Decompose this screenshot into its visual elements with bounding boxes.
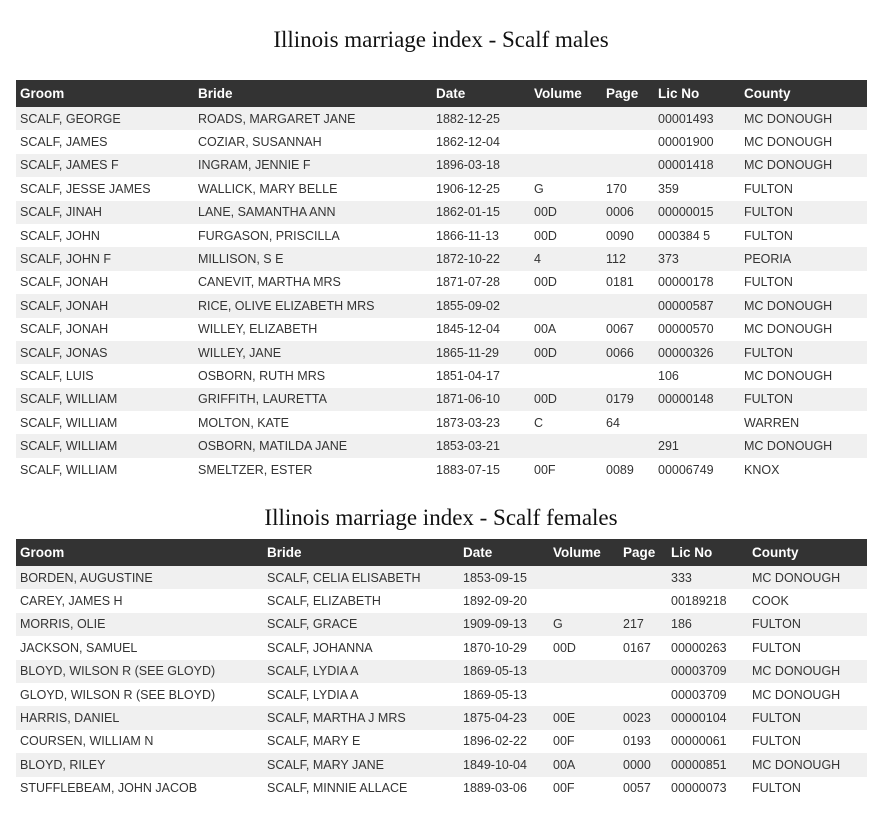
cell-lic-no: 186: [667, 613, 748, 636]
cell-page: 0000: [619, 753, 667, 776]
cell-groom: SCALF, GEORGE: [16, 107, 194, 130]
cell-groom: SCALF, JAMES: [16, 130, 194, 153]
cell-date: 1855-09-02: [432, 294, 530, 317]
cell-groom: SCALF, WILLIAM: [16, 411, 194, 434]
cell-lic-no: 291: [654, 434, 740, 457]
cell-groom: CAREY, JAMES H: [16, 589, 263, 612]
column-header-county: County: [740, 80, 867, 107]
column-header-bride: Bride: [194, 80, 432, 107]
cell-page: [602, 434, 654, 457]
cell-volume: G: [549, 613, 619, 636]
cell-county: MC DONOUGH: [740, 318, 867, 341]
cell-bride: SCALF, LYDIA A: [263, 683, 459, 706]
cell-bride: SCALF, GRACE: [263, 613, 459, 636]
cell-groom: SCALF, JONAS: [16, 341, 194, 364]
cell-volume: [549, 589, 619, 612]
cell-page: [619, 683, 667, 706]
cell-bride: OSBORN, MATILDA JANE: [194, 434, 432, 457]
table-row: [16, 224, 867, 247]
page-title-males: Illinois marriage index - Scalf males: [273, 27, 609, 52]
cell-lic-no: 00000148: [654, 388, 740, 411]
cell-county: WARREN: [740, 411, 867, 434]
cell-bride: WALLICK, MARY BELLE: [194, 177, 432, 200]
cell-date: 1869-05-13: [459, 660, 549, 683]
cell-volume: 00D: [530, 201, 602, 224]
column-header-lic-no: Lic No: [654, 80, 740, 107]
table-row: [16, 434, 867, 457]
cell-page: [619, 589, 667, 612]
males-table: [16, 80, 867, 481]
column-header-page: Page: [619, 539, 667, 566]
cell-bride: SCALF, CELIA ELISABETH: [263, 566, 459, 589]
cell-lic-no: 00000263: [667, 636, 748, 659]
cell-date: 1845-12-04: [432, 318, 530, 341]
column-header-volume: Volume: [530, 80, 602, 107]
column-header-volume: Volume: [549, 539, 619, 566]
cell-county: FULTON: [748, 613, 867, 636]
cell-date: 1871-06-10: [432, 388, 530, 411]
cell-page: 170: [602, 177, 654, 200]
cell-bride: SMELTZER, ESTER: [194, 458, 432, 481]
cell-page: 0090: [602, 224, 654, 247]
cell-page: [619, 660, 667, 683]
cell-lic-no: 00001900: [654, 130, 740, 153]
cell-lic-no: 00006749: [654, 458, 740, 481]
cell-date: 1906-12-25: [432, 177, 530, 200]
cell-page: 64: [602, 411, 654, 434]
cell-county: KNOX: [740, 458, 867, 481]
cell-groom: SCALF, JESSE JAMES: [16, 177, 194, 200]
cell-lic-no: 00000326: [654, 341, 740, 364]
table-row: [16, 247, 867, 270]
cell-lic-no: 00000015: [654, 201, 740, 224]
cell-bride: FURGASON, PRISCILLA: [194, 224, 432, 247]
cell-page: [602, 364, 654, 387]
table-row: [16, 107, 867, 130]
cell-lic-no: 373: [654, 247, 740, 270]
cell-bride: INGRAM, JENNIE F: [194, 154, 432, 177]
cell-volume: [530, 434, 602, 457]
cell-county: MC DONOUGH: [740, 130, 867, 153]
cell-groom: SCALF, WILLIAM: [16, 434, 194, 457]
table-row: [16, 753, 867, 776]
table-row: [16, 130, 867, 153]
cell-date: 1871-07-28: [432, 271, 530, 294]
cell-groom: SCALF, JONAH: [16, 271, 194, 294]
cell-county: FULTON: [740, 388, 867, 411]
cell-bride: COZIAR, SUSANNAH: [194, 130, 432, 153]
cell-volume: [549, 660, 619, 683]
cell-groom: BLOYD, RILEY: [16, 753, 263, 776]
table-row: [16, 201, 867, 224]
table-row: [16, 177, 867, 200]
cell-volume: 00F: [530, 458, 602, 481]
column-header-county: County: [748, 539, 867, 566]
cell-lic-no: 00001418: [654, 154, 740, 177]
cell-page: [602, 154, 654, 177]
cell-county: MC DONOUGH: [748, 683, 867, 706]
cell-groom: BORDEN, AUGUSTINE: [16, 566, 263, 589]
cell-county: FULTON: [740, 177, 867, 200]
cell-date: 1882-12-25: [432, 107, 530, 130]
cell-volume: 00F: [549, 730, 619, 753]
cell-page: 0167: [619, 636, 667, 659]
cell-groom: SCALF, JONAH: [16, 294, 194, 317]
cell-lic-no: 00000570: [654, 318, 740, 341]
cell-date: 1892-09-20: [459, 589, 549, 612]
cell-county: MC DONOUGH: [748, 566, 867, 589]
cell-lic-no: 00189218: [667, 589, 748, 612]
cell-date: 1849-10-04: [459, 753, 549, 776]
cell-groom: COURSEN, WILLIAM N: [16, 730, 263, 753]
cell-date: 1862-01-15: [432, 201, 530, 224]
cell-page: 0179: [602, 388, 654, 411]
cell-volume: 00F: [549, 777, 619, 800]
column-header-lic-no: Lic No: [667, 539, 748, 566]
cell-lic-no: 000384 5: [654, 224, 740, 247]
cell-date: 1865-11-29: [432, 341, 530, 364]
cell-lic-no: 00003709: [667, 660, 748, 683]
cell-county: FULTON: [748, 730, 867, 753]
table-row: [16, 154, 867, 177]
cell-volume: 4: [530, 247, 602, 270]
cell-volume: 00D: [530, 271, 602, 294]
cell-lic-no: 106: [654, 364, 740, 387]
cell-volume: 00E: [549, 706, 619, 729]
cell-county: MC DONOUGH: [740, 107, 867, 130]
cell-bride: SCALF, MINNIE ALLACE: [263, 777, 459, 800]
cell-groom: BLOYD, WILSON R (SEE GLOYD): [16, 660, 263, 683]
cell-volume: 00A: [530, 318, 602, 341]
cell-groom: STUFFLEBEAM, JOHN JACOB: [16, 777, 263, 800]
table-row: [16, 636, 867, 659]
cell-volume: [549, 566, 619, 589]
cell-lic-no: 00000104: [667, 706, 748, 729]
cell-lic-no: 00000178: [654, 271, 740, 294]
cell-bride: WILLEY, ELIZABETH: [194, 318, 432, 341]
cell-county: MC DONOUGH: [740, 294, 867, 317]
table-row: [16, 730, 867, 753]
table-header-row: [16, 80, 867, 107]
cell-groom: SCALF, JAMES F: [16, 154, 194, 177]
cell-bride: LANE, SAMANTHA ANN: [194, 201, 432, 224]
table-row: [16, 411, 867, 434]
cell-date: 1862-12-04: [432, 130, 530, 153]
females-table: [16, 539, 867, 800]
cell-bride: SCALF, LYDIA A: [263, 660, 459, 683]
column-header-date: Date: [459, 539, 549, 566]
cell-bride: GRIFFITH, LAURETTA: [194, 388, 432, 411]
cell-county: FULTON: [748, 706, 867, 729]
cell-page: 0067: [602, 318, 654, 341]
cell-page: [602, 107, 654, 130]
cell-page: 0057: [619, 777, 667, 800]
cell-page: 0066: [602, 341, 654, 364]
cell-lic-no: 00001493: [654, 107, 740, 130]
cell-county: PEORIA: [740, 247, 867, 270]
cell-bride: OSBORN, RUTH MRS: [194, 364, 432, 387]
cell-page: 112: [602, 247, 654, 270]
cell-page: 0089: [602, 458, 654, 481]
table-row: [16, 683, 867, 706]
cell-volume: 00A: [549, 753, 619, 776]
column-header-date: Date: [432, 80, 530, 107]
cell-volume: [530, 107, 602, 130]
cell-lic-no: 359: [654, 177, 740, 200]
table-row: [16, 318, 867, 341]
cell-groom: JACKSON, SAMUEL: [16, 636, 263, 659]
table-row: [16, 271, 867, 294]
cell-bride: CANEVIT, MARTHA MRS: [194, 271, 432, 294]
cell-page: 0023: [619, 706, 667, 729]
cell-bride: WILLEY, JANE: [194, 341, 432, 364]
table-header-row: [16, 539, 867, 566]
column-header-groom: Groom: [16, 80, 194, 107]
column-header-page: Page: [602, 80, 654, 107]
cell-volume: [549, 683, 619, 706]
table-row: [16, 566, 867, 589]
cell-county: FULTON: [748, 777, 867, 800]
cell-bride: SCALF, ELIZABETH: [263, 589, 459, 612]
cell-groom: SCALF, JOHN: [16, 224, 194, 247]
cell-date: 1853-09-15: [459, 566, 549, 589]
cell-volume: 00D: [530, 388, 602, 411]
page-title-females: Illinois marriage index - Scalf females: [264, 505, 618, 530]
cell-bride: MOLTON, KATE: [194, 411, 432, 434]
cell-bride: SCALF, MARTHA J MRS: [263, 706, 459, 729]
cell-volume: 00D: [530, 341, 602, 364]
cell-bride: RICE, OLIVE ELIZABETH MRS: [194, 294, 432, 317]
cell-groom: SCALF, LUIS: [16, 364, 194, 387]
cell-date: 1870-10-29: [459, 636, 549, 659]
cell-lic-no: 00000851: [667, 753, 748, 776]
cell-page: 0181: [602, 271, 654, 294]
cell-volume: [530, 294, 602, 317]
cell-lic-no: 333: [667, 566, 748, 589]
table-row: [16, 777, 867, 800]
cell-county: FULTON: [740, 271, 867, 294]
table-row: [16, 660, 867, 683]
cell-date: 1896-02-22: [459, 730, 549, 753]
cell-page: [602, 130, 654, 153]
cell-county: MC DONOUGH: [740, 364, 867, 387]
table-row: [16, 388, 867, 411]
cell-groom: SCALF, JOHN F: [16, 247, 194, 270]
cell-volume: [530, 154, 602, 177]
cell-date: 1889-03-06: [459, 777, 549, 800]
cell-lic-no: 00000061: [667, 730, 748, 753]
cell-lic-no: 00000073: [667, 777, 748, 800]
cell-date: 1851-04-17: [432, 364, 530, 387]
cell-county: FULTON: [740, 224, 867, 247]
cell-bride: ROADS, MARGARET JANE: [194, 107, 432, 130]
cell-volume: [530, 364, 602, 387]
cell-groom: SCALF, WILLIAM: [16, 458, 194, 481]
cell-date: 1896-03-18: [432, 154, 530, 177]
cell-date: 1866-11-13: [432, 224, 530, 247]
cell-volume: 00D: [530, 224, 602, 247]
cell-volume: C: [530, 411, 602, 434]
cell-lic-no: [654, 411, 740, 434]
cell-page: 217: [619, 613, 667, 636]
cell-groom: HARRIS, DANIEL: [16, 706, 263, 729]
cell-volume: G: [530, 177, 602, 200]
cell-lic-no: 00003709: [667, 683, 748, 706]
cell-page: 0193: [619, 730, 667, 753]
cell-lic-no: 00000587: [654, 294, 740, 317]
table-row: [16, 613, 867, 636]
table-row: [16, 364, 867, 387]
table-row: [16, 294, 867, 317]
cell-date: 1873-03-23: [432, 411, 530, 434]
cell-county: FULTON: [740, 201, 867, 224]
cell-county: MC DONOUGH: [740, 154, 867, 177]
cell-groom: SCALF, JINAH: [16, 201, 194, 224]
cell-groom: GLOYD, WILSON R (SEE BLOYD): [16, 683, 263, 706]
cell-county: FULTON: [748, 636, 867, 659]
cell-county: MC DONOUGH: [748, 660, 867, 683]
table-row: [16, 706, 867, 729]
cell-groom: SCALF, JONAH: [16, 318, 194, 341]
column-header-groom: Groom: [16, 539, 263, 566]
cell-county: MC DONOUGH: [748, 753, 867, 776]
cell-bride: SCALF, MARY JANE: [263, 753, 459, 776]
cell-page: [619, 566, 667, 589]
cell-date: 1853-03-21: [432, 434, 530, 457]
cell-bride: SCALF, MARY E: [263, 730, 459, 753]
cell-groom: MORRIS, OLIE: [16, 613, 263, 636]
cell-groom: SCALF, WILLIAM: [16, 388, 194, 411]
cell-date: 1883-07-15: [432, 458, 530, 481]
table-row: [16, 589, 867, 612]
cell-bride: MILLISON, S E: [194, 247, 432, 270]
cell-county: MC DONOUGH: [740, 434, 867, 457]
cell-date: 1909-09-13: [459, 613, 549, 636]
cell-date: 1872-10-22: [432, 247, 530, 270]
cell-page: [602, 294, 654, 317]
cell-date: 1869-05-13: [459, 683, 549, 706]
cell-volume: 00D: [549, 636, 619, 659]
column-header-bride: Bride: [263, 539, 459, 566]
cell-county: FULTON: [740, 341, 867, 364]
table-row: [16, 341, 867, 364]
cell-date: 1875-04-23: [459, 706, 549, 729]
cell-county: COOK: [748, 589, 867, 612]
table-row: [16, 458, 867, 481]
cell-page: 0006: [602, 201, 654, 224]
cell-volume: [530, 130, 602, 153]
cell-bride: SCALF, JOHANNA: [263, 636, 459, 659]
